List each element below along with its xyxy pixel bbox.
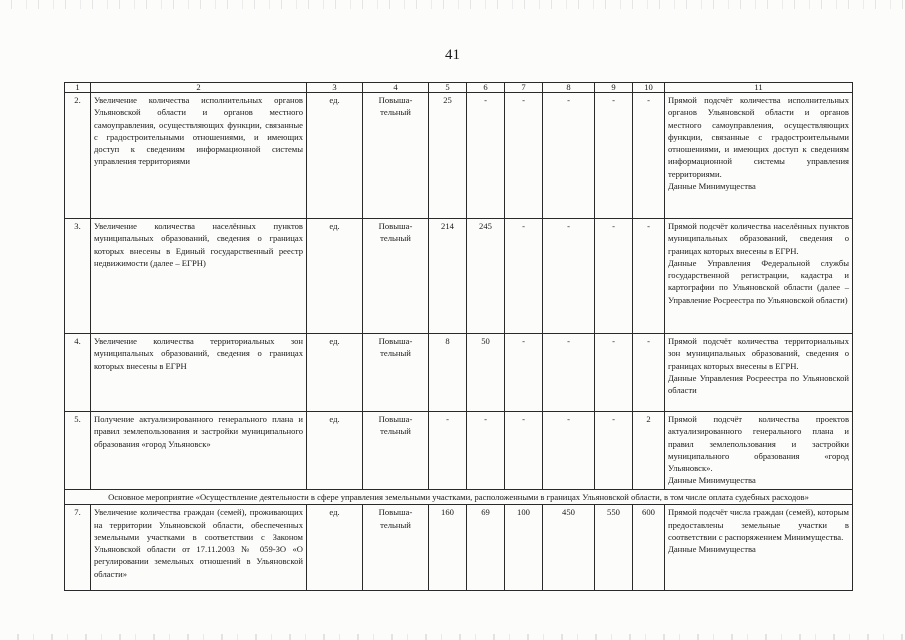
source-text: Данные Минимущества [668, 475, 756, 486]
source-text: Данные Минимущества [668, 544, 756, 555]
trend: Повыша-тельный [363, 334, 429, 412]
scan-noise-top [0, 0, 905, 9]
value-cell: 600 [633, 505, 665, 591]
value-cell: - [595, 412, 633, 490]
indicator-name: Увеличение количества населённых пунктов муниципальных образований, сведения о границах которых внесены в Единый государственный реестр недвижимости (далее – ЕГРН) [91, 219, 307, 334]
method-text: Прямой подсчёт количества исполнительных органов Ульяновской области и органов местного самоуправления, осуществляющих функции, связанные с градостроительными отношениями, и имеющих доступ к сведениям информационной системы управления территориями. [668, 95, 849, 179]
row-number: 4. [65, 334, 91, 412]
indicator-name: Увеличение количества территориальных зон муниципальных образований, сведения о границах которых внесены в ЕГРН [91, 334, 307, 412]
trend: Повыша-тельный [363, 412, 429, 490]
method-cell [665, 412, 853, 490]
scan-noise-bottom [0, 634, 905, 640]
value-cell: 450 [543, 505, 595, 591]
col-header: 10 [633, 83, 665, 93]
value-cell: 245 [467, 219, 505, 334]
indicators-table [64, 82, 853, 591]
trend: Повыша-тельный [363, 93, 429, 219]
section-title: Основное мероприятие «Осуществление деятельности в сфере управления земельными участками, расположенными в границах Ульяновской области, в том числе оплата судебных расходов» [65, 490, 853, 505]
value-cell: - [467, 412, 505, 490]
source-text: Данные Управления Росреестра по Ульяновской области [668, 372, 849, 396]
section-row [65, 490, 853, 505]
value-cell: - [595, 93, 633, 219]
method-cell [665, 219, 853, 334]
table-row [65, 93, 853, 219]
value-cell: - [505, 219, 543, 334]
method-text: Прямой подсчёт числа граждан (семей), которым предоставлены земельные участки в соответствии с распоряжением Минимущества. [668, 507, 849, 542]
source-text: Данные Минимущества [668, 181, 756, 192]
value-cell: 50 [467, 334, 505, 412]
col-header: 9 [595, 83, 633, 93]
unit: ед. [307, 93, 363, 219]
indicator-name: Увеличение количества граждан (семей), проживающих на территории Ульяновской области, обеспеченных земельными участками в соответствии с Законом Ульяновской области от 17.11.2003 № 059-ЗО «О регулировании земельных отношений в Ульяновской области» [91, 505, 307, 591]
col-header: 5 [429, 83, 467, 93]
table-row [65, 505, 853, 591]
value-cell: 8 [429, 334, 467, 412]
value-cell: - [505, 334, 543, 412]
col-header: 8 [543, 83, 595, 93]
method-text: Прямой подсчёт количества территориальных зон муниципальных образований, сведения о границах которых внесены в ЕГРН. [668, 336, 849, 371]
column-number-row [65, 83, 853, 93]
value-cell: - [543, 219, 595, 334]
value-cell: 100 [505, 505, 543, 591]
indicator-name: Получение актуализированного генерального плана и правил землепользования и застройки муниципального образования «город Ульяновск» [91, 412, 307, 490]
unit: ед. [307, 219, 363, 334]
value-cell: - [595, 219, 633, 334]
value-cell: - [543, 93, 595, 219]
value-cell: - [505, 93, 543, 219]
col-header: 2 [91, 83, 307, 93]
method-cell [665, 505, 853, 591]
unit: ед. [307, 505, 363, 591]
value-cell: 160 [429, 505, 467, 591]
value-cell: 550 [595, 505, 633, 591]
source-text: Данные Управления Федеральной службы государственной регистрации, кадастра и картографии по Ульяновской области (далее – Управление Росреестра по Ульяновской области) [668, 257, 849, 305]
unit: ед. [307, 412, 363, 490]
value-cell: 2 [633, 412, 665, 490]
value-cell: - [543, 334, 595, 412]
method-text: Прямой подсчёт количества проектов актуализированного генерального плана и правил землепользования и застройки муниципального образования «город Ульяновск». [668, 414, 849, 474]
value-cell: 69 [467, 505, 505, 591]
value-cell: - [429, 412, 467, 490]
value-cell: - [595, 334, 633, 412]
table-row [65, 334, 853, 412]
row-number: 5. [65, 412, 91, 490]
method-text: Прямой подсчёт количества населённых пунктов муниципальных образований, сведения о границах которых внесены в ЕГРН. [668, 221, 849, 256]
method-cell [665, 334, 853, 412]
col-header: 1 [65, 83, 91, 93]
value-cell: 25 [429, 93, 467, 219]
value-cell: - [633, 219, 665, 334]
table-row [65, 412, 853, 490]
page-number: 41 [445, 47, 460, 63]
value-cell: - [467, 93, 505, 219]
col-header: 7 [505, 83, 543, 93]
value-cell: - [633, 93, 665, 219]
trend: Повыша-тельный [363, 505, 429, 591]
trend: Повыша-тельный [363, 219, 429, 334]
row-number: 7. [65, 505, 91, 591]
indicator-name: Увеличение количества исполнительных органов Ульяновской области и органов местного самоуправления, осуществляющих функции, связанные с градостроительными отношениями, и имеющих доступ к сведениям информационной системы управления территориями [91, 93, 307, 219]
value-cell: - [505, 412, 543, 490]
col-header: 6 [467, 83, 505, 93]
table-row [65, 219, 853, 334]
row-number: 3. [65, 219, 91, 334]
value-cell: 214 [429, 219, 467, 334]
value-cell: - [543, 412, 595, 490]
method-cell [665, 93, 853, 219]
col-header: 11 [665, 83, 853, 93]
col-header: 4 [363, 83, 429, 93]
value-cell: - [633, 334, 665, 412]
col-header: 3 [307, 83, 363, 93]
row-number: 2. [65, 93, 91, 219]
unit: ед. [307, 334, 363, 412]
